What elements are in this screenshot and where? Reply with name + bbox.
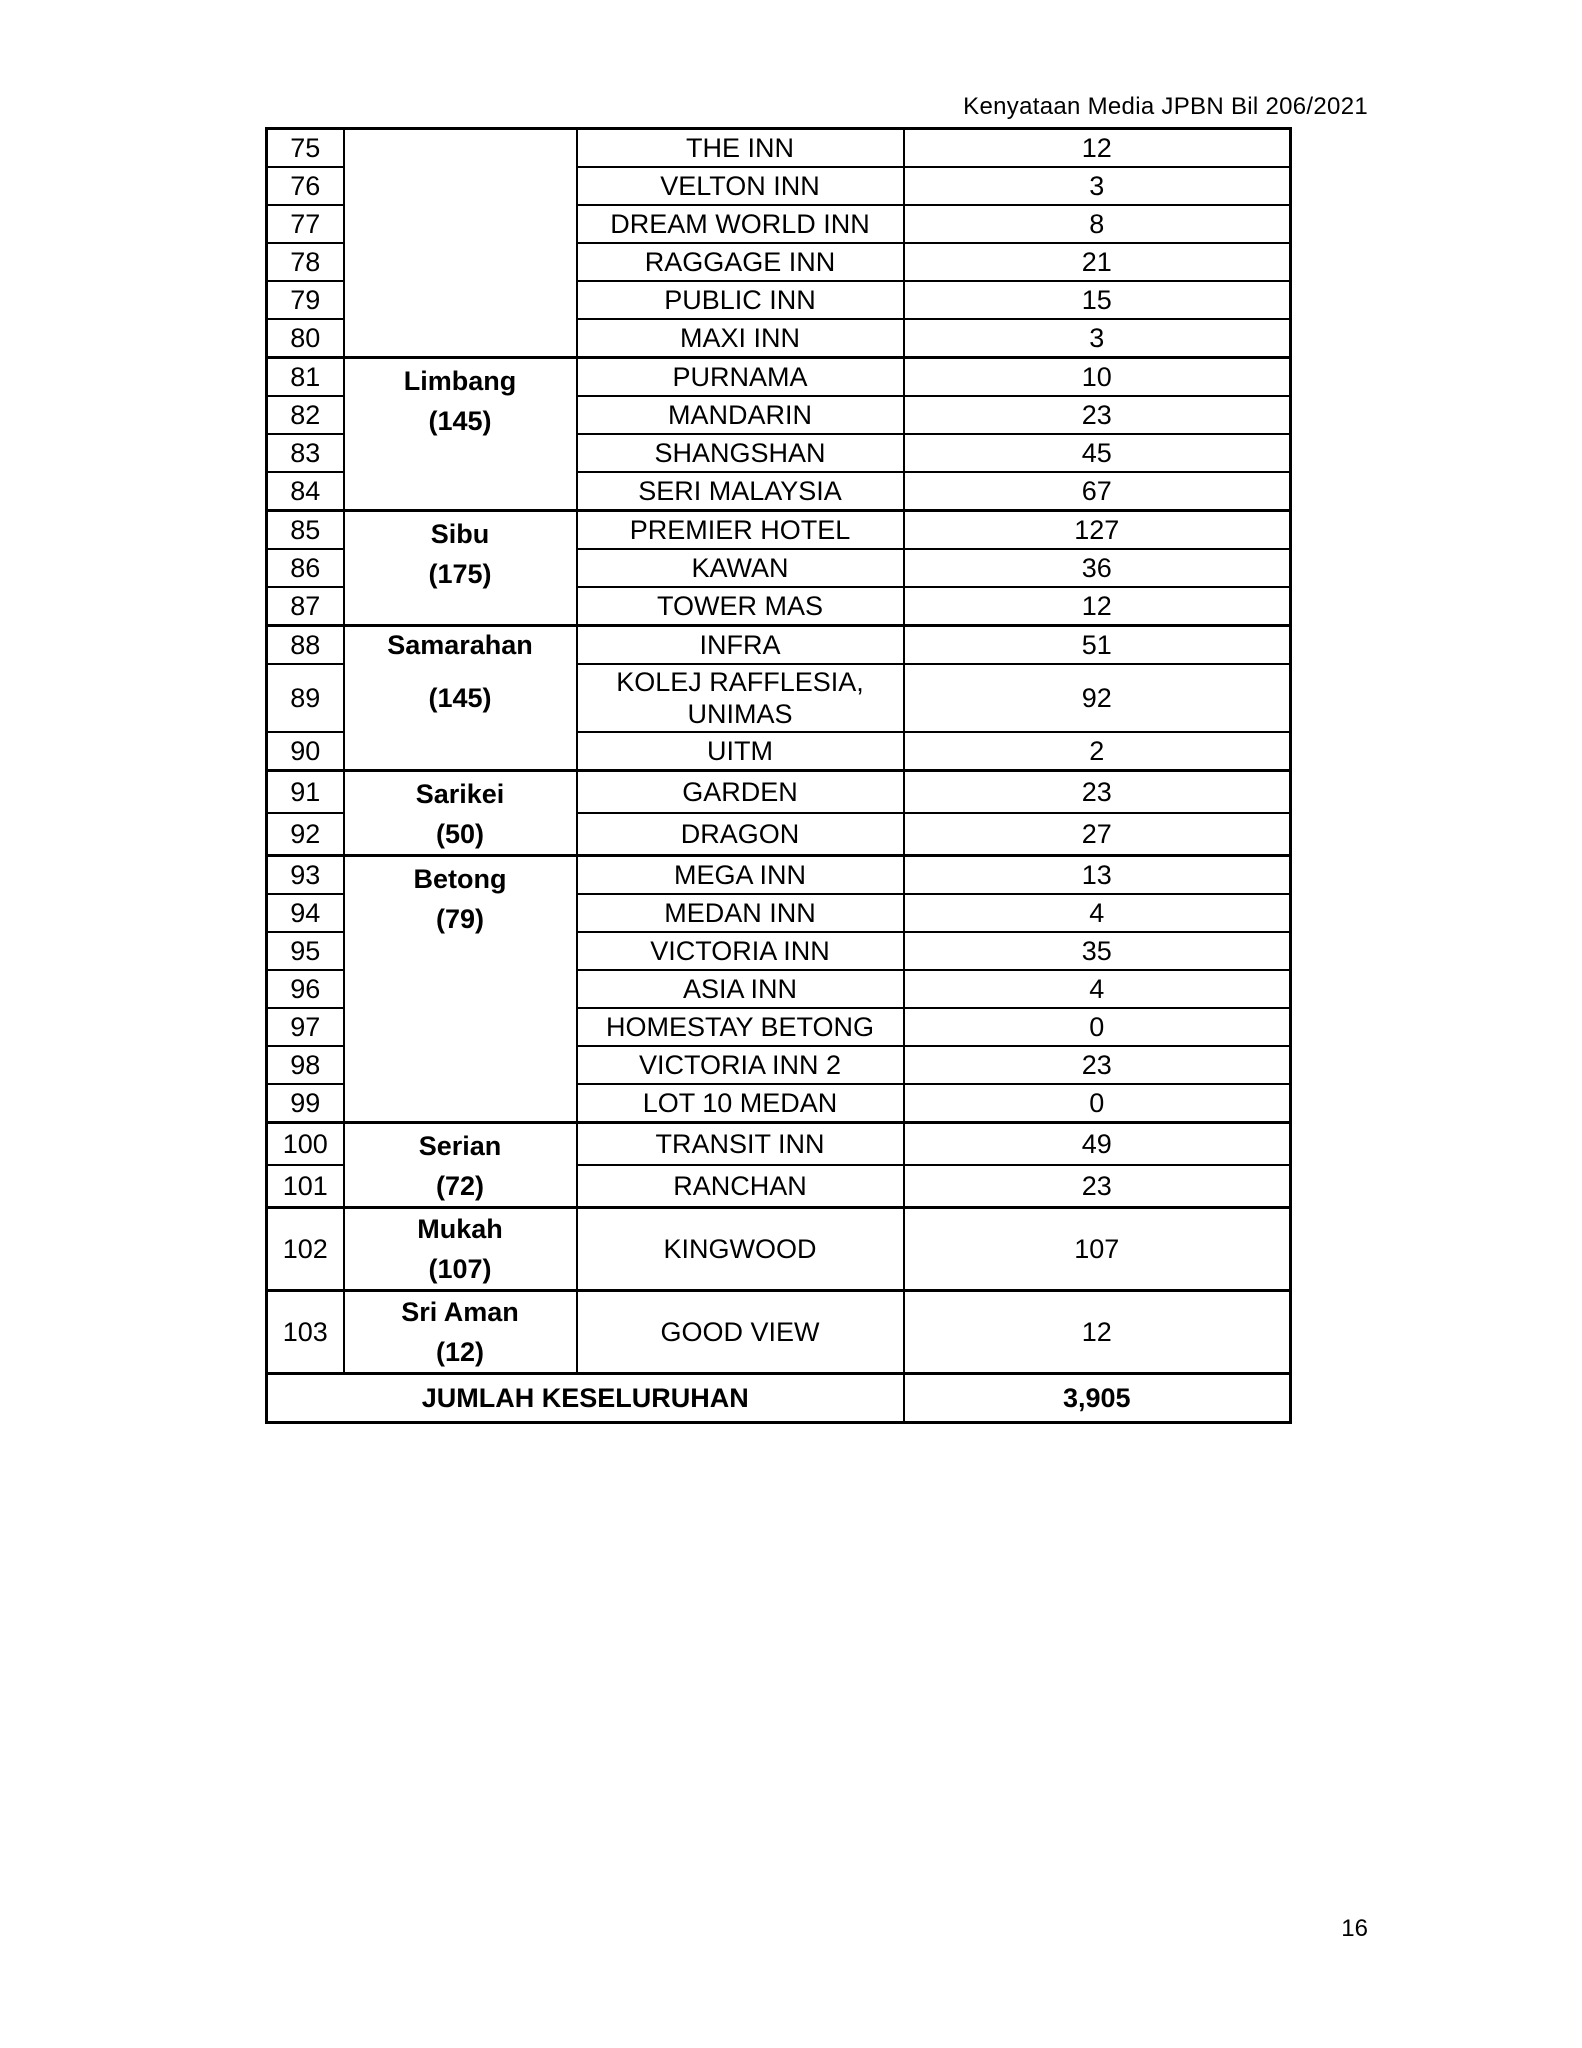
ppv-occupancy-table <box>265 127 1292 1424</box>
ppv-count: 49 <box>904 1123 1291 1166</box>
row-number: 101 <box>267 1165 344 1208</box>
row-number: 86 <box>267 549 344 587</box>
ppv-count: 12 <box>904 587 1291 626</box>
ppv-count: 35 <box>904 932 1291 970</box>
total-value: 3,905 <box>904 1374 1291 1423</box>
division-total: (72) <box>435 1171 484 1201</box>
division-cell-sarikei <box>344 771 577 856</box>
row-number: 89 <box>267 664 344 732</box>
division-name: Sri Aman <box>401 1297 519 1327</box>
row-number: 81 <box>267 358 344 397</box>
ppv-count: 92 <box>904 664 1291 732</box>
ppv-name: HOMESTAY BETONG <box>577 1008 904 1046</box>
ppv-count: 45 <box>904 434 1291 472</box>
row-number: 83 <box>267 434 344 472</box>
row-number: 85 <box>267 511 344 550</box>
row-number: 90 <box>267 732 344 771</box>
ppv-name: TOWER MAS <box>577 587 904 626</box>
ppv-name: THE INN <box>577 129 904 168</box>
division-cell-mukah <box>344 1208 577 1291</box>
ppv-count: 13 <box>904 856 1291 895</box>
division-name: Sarikei <box>415 779 505 809</box>
division-cell <box>344 129 577 358</box>
row-number: 80 <box>267 319 344 358</box>
division-cell-limbang <box>344 358 577 511</box>
division-total: (79) <box>435 904 484 934</box>
ppv-count: 4 <box>904 894 1291 932</box>
ppv-name <box>577 664 904 732</box>
division-name: Limbang <box>403 366 517 396</box>
division-cell-sibu <box>344 511 577 626</box>
ppv-count: 23 <box>904 1165 1291 1208</box>
ppv-count: 23 <box>904 1046 1291 1084</box>
division-name: Betong <box>413 864 507 894</box>
ppv-name: LOT 10 MEDAN <box>577 1084 904 1123</box>
division-name: Serian <box>418 1131 502 1161</box>
table-row <box>267 626 1291 665</box>
division-total: (145) <box>428 406 492 436</box>
division-total: (50) <box>435 819 484 849</box>
ppv-name: UITM <box>577 732 904 771</box>
row-number: 75 <box>267 129 344 168</box>
row-number: 76 <box>267 167 344 205</box>
ppv-count: 10 <box>904 358 1291 397</box>
document-reference: Kenyataan Media JPBN Bil 206/2021 <box>963 93 1368 120</box>
ppv-name: VICTORIA INN 2 <box>577 1046 904 1084</box>
ppv-name: GARDEN <box>577 771 904 814</box>
ppv-count: 12 <box>904 129 1291 168</box>
ppv-count: 0 <box>904 1084 1291 1123</box>
row-number: 96 <box>267 970 344 1008</box>
ppv-name: VICTORIA INN <box>577 932 904 970</box>
division-total: (107) <box>428 1254 492 1284</box>
row-number: 94 <box>267 894 344 932</box>
row-number: 91 <box>267 771 344 814</box>
ppv-name: SERI MALAYSIA <box>577 472 904 511</box>
ppv-name: DRAGON <box>577 813 904 856</box>
row-number: 88 <box>267 626 344 665</box>
ppv-count: 4 <box>904 970 1291 1008</box>
row-number: 95 <box>267 932 344 970</box>
division-name: Samarahan <box>387 630 533 660</box>
ppv-name: ASIA INN <box>577 970 904 1008</box>
ppv-name: PURNAMA <box>577 358 904 397</box>
row-number: 77 <box>267 205 344 243</box>
ppv-count: 67 <box>904 472 1291 511</box>
ppv-name: TRANSIT INN <box>577 1123 904 1166</box>
ppv-count: 27 <box>904 813 1291 856</box>
row-number: 78 <box>267 243 344 281</box>
row-number: 92 <box>267 813 344 856</box>
ppv-name-line: UNIMAS <box>687 699 793 729</box>
ppv-name: KINGWOOD <box>577 1208 904 1291</box>
division-total: (12) <box>435 1337 484 1367</box>
division-total: (175) <box>428 559 492 589</box>
page-number: 16 <box>1341 1915 1368 1942</box>
ppv-count: 15 <box>904 281 1291 319</box>
row-number: 87 <box>267 587 344 626</box>
ppv-name: PUBLIC INN <box>577 281 904 319</box>
table-row <box>267 511 1291 550</box>
row-number: 98 <box>267 1046 344 1084</box>
ppv-name: DREAM WORLD INN <box>577 205 904 243</box>
division-cell-sri-aman <box>344 1291 577 1374</box>
ppv-name-line: KOLEJ RAFFLESIA, <box>616 667 864 697</box>
ppv-name: RAGGAGE INN <box>577 243 904 281</box>
ppv-count: 21 <box>904 243 1291 281</box>
row-number: 97 <box>267 1008 344 1046</box>
ppv-count: 23 <box>904 396 1291 434</box>
row-number: 102 <box>267 1208 344 1291</box>
ppv-count: 51 <box>904 626 1291 665</box>
row-number: 100 <box>267 1123 344 1166</box>
row-number: 99 <box>267 1084 344 1123</box>
table-row <box>267 1208 1291 1291</box>
ppv-name: RANCHAN <box>577 1165 904 1208</box>
division-name: Sibu <box>430 519 490 549</box>
ppv-count: 12 <box>904 1291 1291 1374</box>
table-row <box>267 1123 1291 1166</box>
row-number: 82 <box>267 396 344 434</box>
ppv-name: PREMIER HOTEL <box>577 511 904 550</box>
ppv-count: 3 <box>904 167 1291 205</box>
total-label: JUMLAH KESELURUHAN <box>267 1374 904 1423</box>
table-row <box>267 771 1291 814</box>
table-row <box>267 129 1291 168</box>
table-row <box>267 856 1291 895</box>
table-row <box>267 358 1291 397</box>
division-cell-betong <box>344 856 577 1123</box>
ppv-count: 3 <box>904 319 1291 358</box>
ppv-count: 2 <box>904 732 1291 771</box>
ppv-count: 36 <box>904 549 1291 587</box>
ppv-count: 23 <box>904 771 1291 814</box>
ppv-name: MEDAN INN <box>577 894 904 932</box>
ppv-name: GOOD VIEW <box>577 1291 904 1374</box>
row-number: 84 <box>267 472 344 511</box>
ppv-count: 107 <box>904 1208 1291 1291</box>
ppv-name: KAWAN <box>577 549 904 587</box>
division-name: Mukah <box>417 1214 503 1244</box>
row-number: 93 <box>267 856 344 895</box>
division-cell-serian <box>344 1123 577 1208</box>
division-cell-samarahan <box>344 626 577 771</box>
ppv-count: 8 <box>904 205 1291 243</box>
ppv-name: SHANGSHAN <box>577 434 904 472</box>
division-total: (145) <box>428 683 492 713</box>
table-row <box>267 1291 1291 1374</box>
total-row <box>267 1374 1291 1423</box>
ppv-count: 0 <box>904 1008 1291 1046</box>
ppv-name: VELTON INN <box>577 167 904 205</box>
ppv-count: 127 <box>904 511 1291 550</box>
row-number: 79 <box>267 281 344 319</box>
ppv-name: INFRA <box>577 626 904 665</box>
ppv-name: MAXI INN <box>577 319 904 358</box>
ppv-name: MANDARIN <box>577 396 904 434</box>
ppv-name: MEGA INN <box>577 856 904 895</box>
row-number: 103 <box>267 1291 344 1374</box>
